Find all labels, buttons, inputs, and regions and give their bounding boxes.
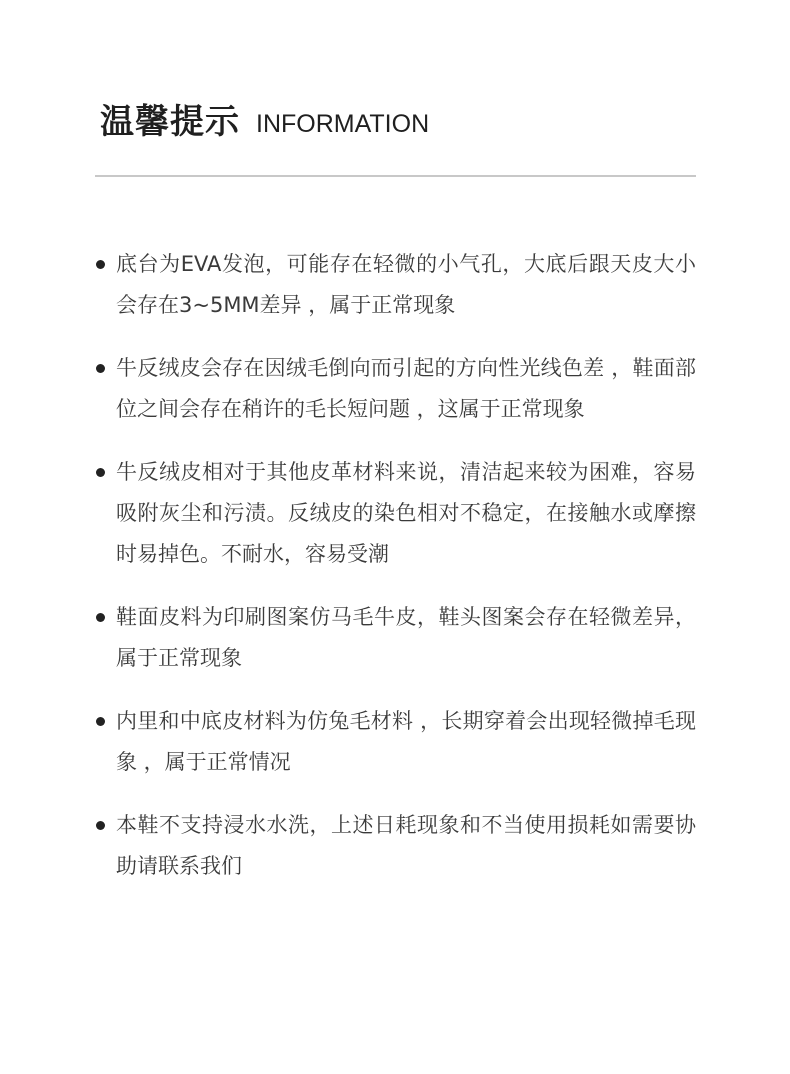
- header-divider: [95, 175, 696, 177]
- list-item: [96, 701, 696, 783]
- notice-text: 鞋面皮料为印刷图案仿马毛牛皮，鞋头图案会存在轻微差异，属于正常现象: [116, 605, 696, 670]
- notice-text: 牛反绒皮相对于其他皮革材料来说，清洁起来较为困难，容易吸附灰尘和污渍。反绒皮的染色相对不稳定，在接触水或摩擦时易掉色。不耐水，容易受潮: [116, 460, 696, 566]
- page-subtitle: INFORMATION: [256, 110, 430, 138]
- notice-text: 内里和中底皮材料为仿兔毛材料 ，长期穿着会出现轻微掉毛现象 ，属于正常情况: [116, 709, 696, 774]
- notice-text: 牛反绒皮会存在因绒毛倒向而引起的方向性光线色差 ，鞋面部位之间会存在稍许的毛长短问题 ，这属于正常现象: [116, 356, 696, 421]
- list-item: [96, 805, 696, 887]
- bullet-icon: [96, 364, 105, 373]
- list-item: [96, 244, 696, 326]
- bullet-icon: [96, 821, 105, 830]
- notice-text: 底台为EVA发泡，可能存在轻微的小气孔，大底后跟天皮大小会存在3~5MM差异 ，属于正常现象: [116, 252, 696, 317]
- bullet-icon: [96, 260, 105, 269]
- bullet-icon: [96, 613, 105, 622]
- bullet-icon: [96, 717, 105, 726]
- list-item: [96, 597, 696, 679]
- bullet-icon: [96, 468, 105, 477]
- page-header: [100, 100, 429, 144]
- notice-text: 本鞋不支持浸水水洗，上述日耗现象和不当使用损耗如需要协助请联系我们: [116, 813, 696, 878]
- list-item: [96, 348, 696, 430]
- page-title: 温馨提示: [100, 102, 240, 142]
- list-item: [96, 452, 696, 575]
- notice-list: [96, 244, 696, 909]
